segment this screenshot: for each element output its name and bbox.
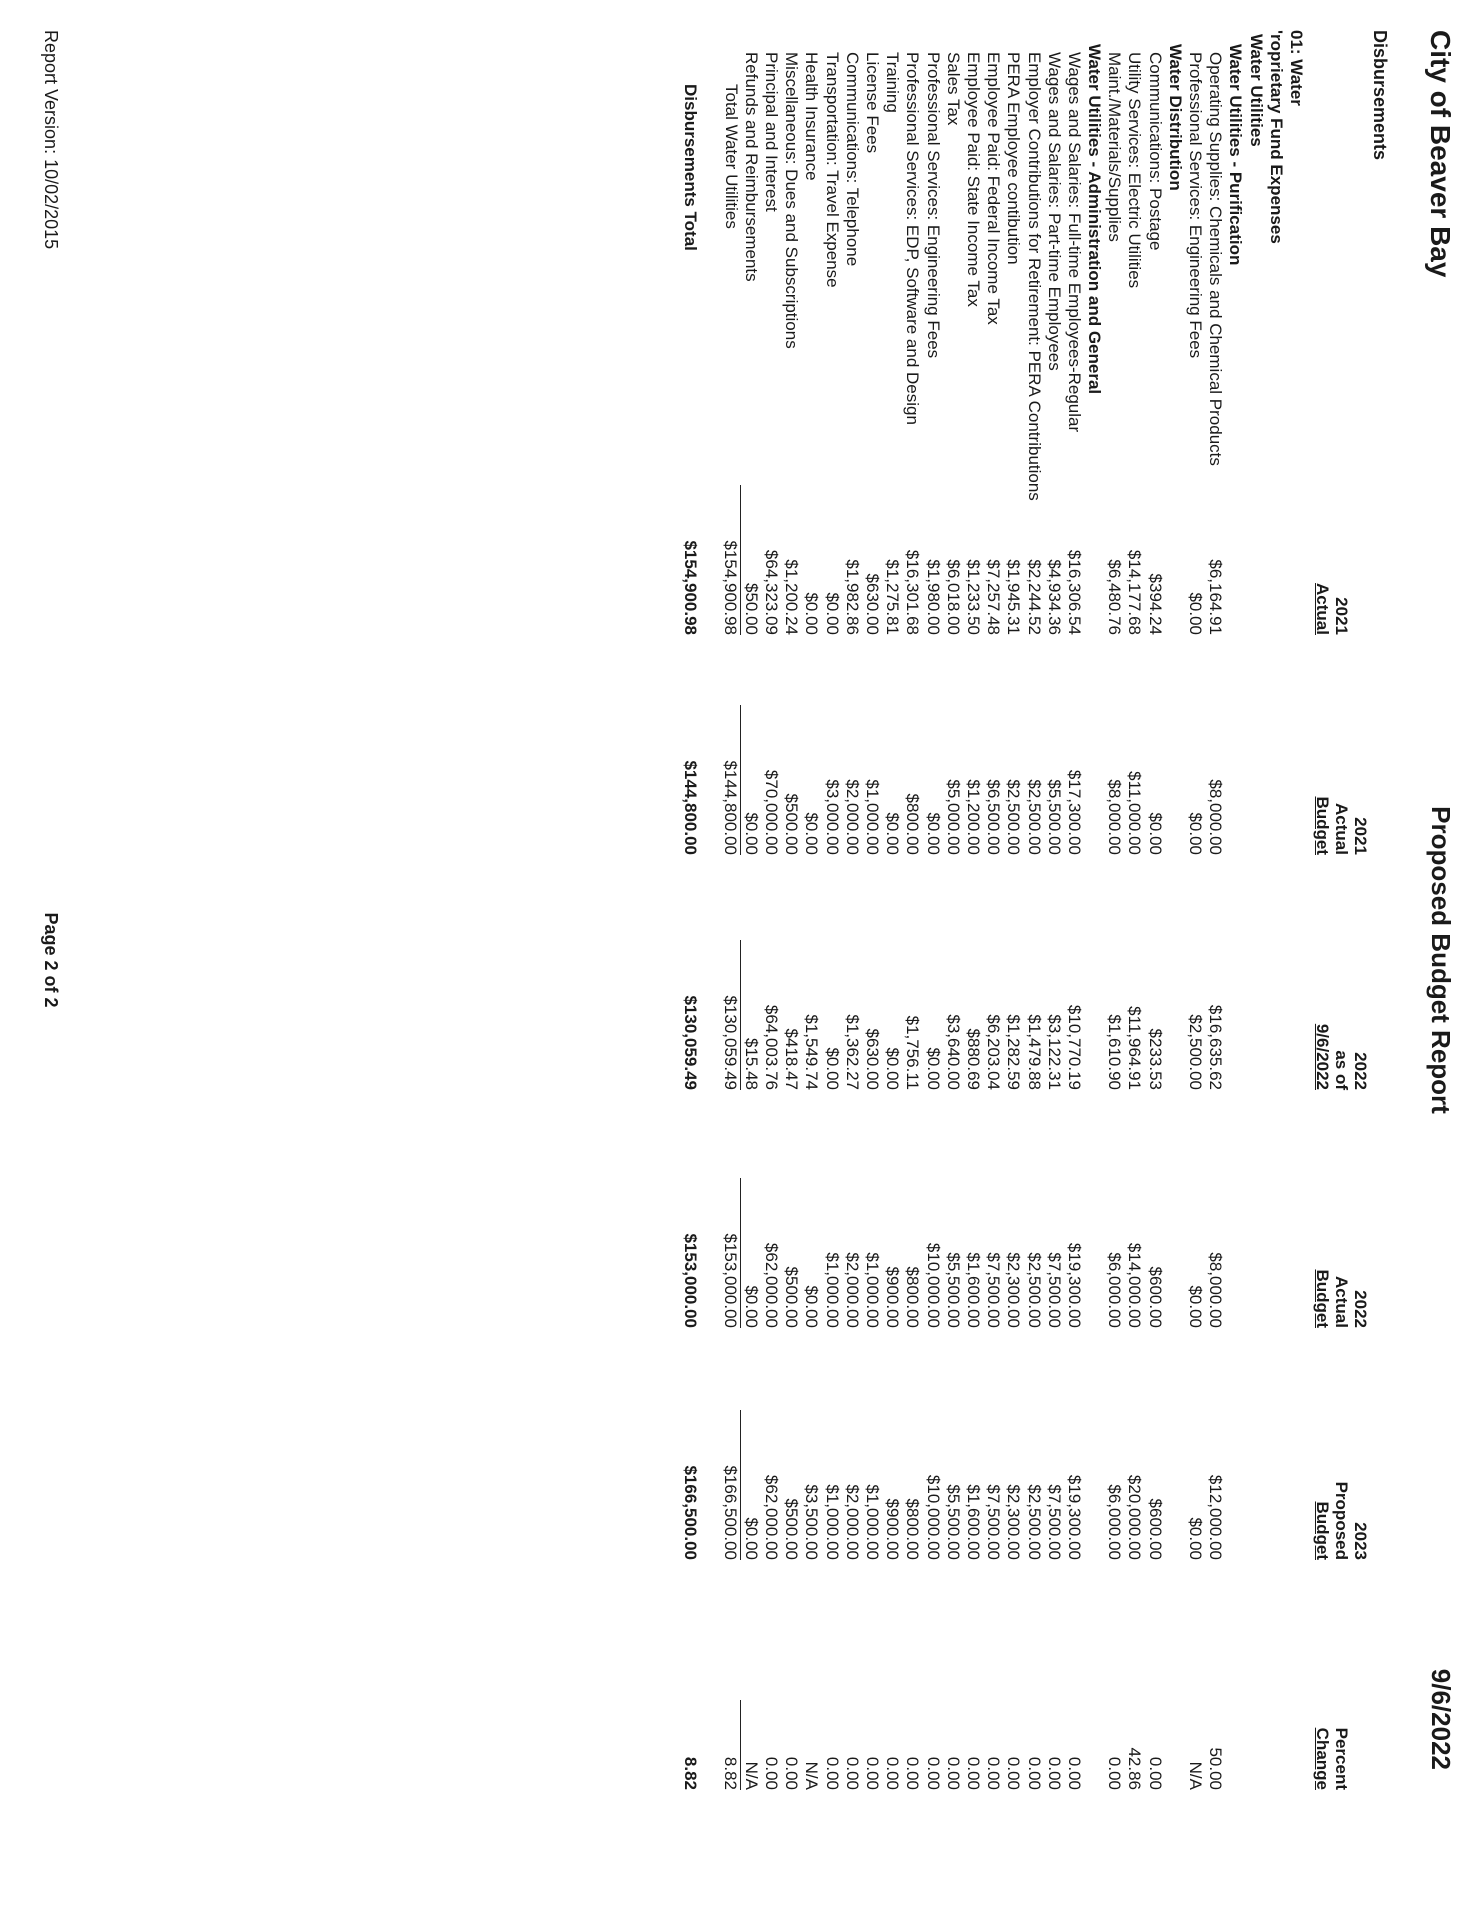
column-header-line: Budget xyxy=(1313,796,1332,855)
row-value: 0.00 xyxy=(822,1756,842,1790)
row-value: 0.00 xyxy=(782,1756,802,1790)
row-value: $0.00 xyxy=(802,592,822,635)
row-label: Professional Services: Engineering Fees xyxy=(923,52,943,359)
row-value: $500.00 xyxy=(782,793,802,855)
row-value: $1,233.50 xyxy=(964,559,983,635)
row-value: $64,003.76 xyxy=(762,1004,782,1090)
row-value: 42.86 xyxy=(1125,1747,1145,1790)
row-value: $1,945.31 xyxy=(1004,559,1024,635)
row-value: $1,982.86 xyxy=(842,559,862,635)
row-value: N/A xyxy=(1186,1761,1206,1790)
row-value: 0.00 xyxy=(863,1756,883,1790)
row-value: 0.00 xyxy=(1004,1756,1024,1790)
row-value: $6,203.04 xyxy=(984,1014,1004,1090)
report-title: Proposed Budget Report xyxy=(1426,806,1456,1114)
row-value: $20,000.00 xyxy=(1125,1474,1145,1560)
row-value: $5,500.00 xyxy=(943,1252,963,1328)
table-row xyxy=(862,30,882,1790)
row-value: $7,500.00 xyxy=(1044,1484,1064,1560)
report-version: Report Version: 10/02/2015 xyxy=(41,30,61,250)
row-value: $6,500.00 xyxy=(984,779,1004,855)
row-value: $16,301.68 xyxy=(903,549,923,635)
row-label: Communications: Postage xyxy=(1145,52,1165,251)
row-value: $1,275.81 xyxy=(883,559,903,635)
table-row xyxy=(801,30,821,1790)
row-label: Health Insurance xyxy=(802,52,822,181)
table-row xyxy=(781,30,801,1790)
row-value: $600.00 xyxy=(1145,1498,1165,1560)
table-row xyxy=(1165,30,1185,1790)
row-value: $10,000.00 xyxy=(923,1474,943,1560)
column-header-line: 2021 xyxy=(1332,597,1351,635)
column-header-line: Actual xyxy=(1332,1276,1351,1328)
column-header-line: Actual xyxy=(1332,803,1351,855)
table-row xyxy=(1084,30,1104,1790)
table-row xyxy=(721,30,741,1790)
row-value: $500.00 xyxy=(782,1266,802,1328)
row-value: $1,000.00 xyxy=(822,1252,842,1328)
table-row xyxy=(1064,30,1084,1790)
table-row xyxy=(1266,30,1286,1790)
column-header-line: 9/6/2022 xyxy=(1313,1023,1332,1090)
table-row xyxy=(700,30,720,1790)
row-value: 0.00 xyxy=(923,1756,943,1790)
row-value: $418.47 xyxy=(782,1028,802,1090)
column-header-line: as of xyxy=(1332,1050,1351,1090)
table-row xyxy=(1205,30,1225,1790)
column-header-line: Change xyxy=(1313,1727,1332,1790)
row-value: $153,000.00 xyxy=(681,1233,701,1328)
row-value: $70,000.00 xyxy=(762,769,782,855)
row-value: $233.53 xyxy=(1145,1028,1165,1090)
column-header xyxy=(1313,705,1370,855)
row-value: $6,018.00 xyxy=(943,559,963,635)
table-row xyxy=(1023,30,1043,1790)
row-value: $3,640.00 xyxy=(943,1014,963,1090)
row-label: Water Utilities - Purification xyxy=(1226,44,1246,266)
row-value: $2,500.00 xyxy=(1024,1484,1044,1560)
row-value: $0.00 xyxy=(1145,812,1165,855)
row-value: $600.00 xyxy=(1145,1266,1165,1328)
column-header xyxy=(1313,940,1370,1090)
row-value: $7,257.48 xyxy=(984,559,1004,635)
row-value: 8.82 xyxy=(720,1700,741,1790)
row-value: $1,549.74 xyxy=(802,1014,822,1090)
row-value: $2,500.00 xyxy=(1186,1014,1206,1090)
row-value: $5,500.00 xyxy=(1044,779,1064,855)
row-value: $4,934.36 xyxy=(1044,559,1064,635)
table-row xyxy=(1124,30,1144,1790)
column-header-line: Actual xyxy=(1313,583,1332,635)
row-label: Principal and Interest xyxy=(762,52,782,212)
row-label: Communications: Telephone xyxy=(842,52,862,267)
page-number: Page 2 of 2 xyxy=(41,912,61,1008)
row-value: $0.00 xyxy=(1186,812,1206,855)
row-value: $16,635.62 xyxy=(1206,1004,1226,1090)
row-value: $3,500.00 xyxy=(802,1484,822,1560)
row-label: Refunds and Reimbursements xyxy=(741,52,761,282)
row-value: $7,500.00 xyxy=(984,1252,1004,1328)
row-value: $12,000.00 xyxy=(1206,1474,1226,1560)
table-row xyxy=(1145,30,1165,1790)
table-row xyxy=(963,30,983,1790)
row-value: $64,323.09 xyxy=(762,549,782,635)
row-value: 0.00 xyxy=(1145,1756,1165,1790)
row-label: PERA Employee contibution xyxy=(1004,52,1024,265)
row-value: 0.00 xyxy=(762,1756,782,1790)
row-value: 0.00 xyxy=(903,1756,923,1790)
row-label: Total Water Utilities xyxy=(721,84,741,229)
row-value: $3,000.00 xyxy=(822,779,842,855)
row-value: $2,000.00 xyxy=(842,779,862,855)
row-label: Wages and Salaries: Part-time Employees xyxy=(1044,52,1064,371)
row-value: $14,177.68 xyxy=(1125,549,1145,635)
row-value: $0.00 xyxy=(1186,592,1206,635)
row-value: $2,500.00 xyxy=(1024,1252,1044,1328)
row-value: $1,000.00 xyxy=(822,1484,842,1560)
column-header-line: 2022 xyxy=(1351,1290,1370,1328)
column-header-line xyxy=(1351,1700,1370,1790)
row-value: $0.00 xyxy=(802,1285,822,1328)
column-header-line: 2023 xyxy=(1351,1522,1370,1560)
row-value: $630.00 xyxy=(863,573,883,635)
table-row xyxy=(1185,30,1205,1790)
row-value: $900.00 xyxy=(883,1498,903,1560)
row-value: $880.69 xyxy=(964,1028,983,1090)
row-value: $2,500.00 xyxy=(1004,779,1024,855)
row-value: $0.00 xyxy=(741,812,761,855)
column-header-line: Budget xyxy=(1313,1501,1332,1560)
row-value: $1,200.24 xyxy=(782,559,802,635)
row-value: $62,000.00 xyxy=(762,1242,782,1328)
row-label: Operating Supplies: Chemicals and Chemical Products xyxy=(1206,52,1226,466)
row-value: $7,500.00 xyxy=(984,1484,1004,1560)
row-value: $2,300.00 xyxy=(1004,1484,1024,1560)
row-label: Employee Paid: State Income Tax xyxy=(964,52,983,307)
organization-name: City of Beaver Bay xyxy=(1425,30,1456,278)
row-value: $800.00 xyxy=(903,1266,923,1328)
row-value: $11,000.00 xyxy=(1125,771,1145,855)
column-header xyxy=(1313,1178,1370,1328)
table-row xyxy=(922,30,942,1790)
row-value: $10,000.00 xyxy=(923,1242,943,1328)
table-row xyxy=(943,30,963,1790)
row-value: $394.24 xyxy=(1145,573,1165,635)
row-value: $1,600.00 xyxy=(964,1484,983,1560)
row-label: Water Utilities - Administration and General xyxy=(1085,44,1105,395)
row-label: License Fees xyxy=(863,52,883,154)
row-label: Sales Tax xyxy=(943,52,963,126)
table-row xyxy=(761,30,781,1790)
row-value: $3,122.31 xyxy=(1044,1014,1064,1090)
row-value: $1,282.59 xyxy=(1004,1014,1024,1090)
row-value: $2,000.00 xyxy=(842,1484,862,1560)
table-row xyxy=(983,30,1003,1790)
row-value: $130,059.49 xyxy=(720,940,741,1090)
row-label: Utility Services: Electric Utilities xyxy=(1125,52,1145,289)
row-label: Professional Services: EDP, Software and Design xyxy=(903,52,923,425)
budget-table xyxy=(680,30,1374,1790)
row-value: $5,500.00 xyxy=(943,1484,963,1560)
row-label: Transportation: Travel Expense xyxy=(822,52,842,288)
row-value: 0.00 xyxy=(1044,1756,1064,1790)
row-value: $17,300.00 xyxy=(1064,769,1084,855)
row-value: $1,000.00 xyxy=(863,1484,883,1560)
row-value: 50.00 xyxy=(1206,1747,1226,1790)
row-value: $0.00 xyxy=(1186,1517,1206,1560)
column-header-line: Percent xyxy=(1332,1727,1351,1790)
row-value: $1,000.00 xyxy=(863,779,883,855)
table-row xyxy=(1003,30,1023,1790)
row-value: $0.00 xyxy=(822,1047,842,1090)
row-label: Maint./Materials/Supplies xyxy=(1105,52,1125,242)
table-row xyxy=(882,30,902,1790)
table-row xyxy=(1225,30,1245,1790)
row-label: Employee Paid: Federal Income Tax xyxy=(984,52,1004,325)
row-value: $11,964.91 xyxy=(1125,1006,1145,1090)
row-value: $144,800.00 xyxy=(681,760,701,855)
row-value: $0.00 xyxy=(802,812,822,855)
row-value: $0.00 xyxy=(923,812,943,855)
column-header-line xyxy=(1351,485,1370,635)
row-value: 0.00 xyxy=(1024,1756,1044,1790)
row-value: 0.00 xyxy=(1105,1756,1125,1790)
row-value: $8,000.00 xyxy=(1206,1252,1226,1328)
row-value: $6,000.00 xyxy=(1105,1484,1125,1560)
column-header-line: 2021 xyxy=(1351,817,1370,855)
row-label: Miscellaneous: Dues and Subscriptions xyxy=(782,52,802,349)
row-label: Professional Services: Engineering Fees xyxy=(1186,52,1206,359)
table-row xyxy=(842,30,862,1790)
row-value: $16,306.54 xyxy=(1064,549,1084,635)
column-header-line: Budget xyxy=(1313,1269,1332,1328)
row-value: $144,800.00 xyxy=(720,705,741,855)
row-value: $8,000.00 xyxy=(1206,779,1226,855)
row-label: Wages and Salaries: Full-time Employees-Regular xyxy=(1064,52,1084,433)
table-row xyxy=(741,30,761,1790)
row-value: $1,756.11 xyxy=(903,1015,923,1090)
row-value: $1,980.00 xyxy=(923,559,943,635)
row-value: 8.82 xyxy=(681,1756,701,1790)
table-row xyxy=(1044,30,1064,1790)
row-value: 0.00 xyxy=(984,1756,1004,1790)
row-label: Training xyxy=(883,52,903,113)
row-value: N/A xyxy=(741,1761,761,1790)
row-value: 0.00 xyxy=(1064,1756,1084,1790)
column-header-line: Proposed xyxy=(1332,1481,1351,1560)
row-label: Water Distribution xyxy=(1165,44,1185,191)
row-label: Water Utilities xyxy=(1246,34,1266,147)
row-value: $900.00 xyxy=(883,1266,903,1328)
row-value: $7,500.00 xyxy=(1044,1252,1064,1328)
row-value: $2,300.00 xyxy=(1004,1252,1024,1328)
row-value: $19,300.00 xyxy=(1064,1474,1084,1560)
row-value: $1,600.00 xyxy=(964,1252,983,1328)
row-value: $0.00 xyxy=(822,592,842,635)
row-label: Employer Contributions for Retirement: PERA Contributions xyxy=(1024,52,1044,501)
row-label: 'roprietary Fund Expenses xyxy=(1266,30,1286,244)
row-value: $0.00 xyxy=(741,1285,761,1328)
column-headers xyxy=(1306,30,1374,1790)
row-value: $800.00 xyxy=(903,793,923,855)
row-value: 0.00 xyxy=(883,1756,903,1790)
table-row xyxy=(822,30,842,1790)
row-value: $10,770.19 xyxy=(1064,1004,1084,1090)
row-value: $8,000.00 xyxy=(1105,779,1125,855)
row-value: 0.00 xyxy=(943,1756,963,1790)
row-value: 0.00 xyxy=(964,1756,983,1790)
row-value: $154,900.98 xyxy=(720,485,741,635)
table-row xyxy=(902,30,922,1790)
row-value: $154,900.98 xyxy=(681,540,701,635)
report-date: 9/6/2022 xyxy=(1426,1668,1456,1770)
row-value: $14,000.00 xyxy=(1125,1242,1145,1328)
row-value: $153,000.00 xyxy=(720,1178,741,1328)
row-value: $62,000.00 xyxy=(762,1474,782,1560)
row-value: $0.00 xyxy=(923,1047,943,1090)
table-row xyxy=(680,30,700,1790)
row-value: $1,362.27 xyxy=(842,1014,862,1090)
row-value: $2,500.00 xyxy=(1024,779,1044,855)
row-value: 0.00 xyxy=(842,1756,862,1790)
row-value: $1,479.88 xyxy=(1024,1014,1044,1090)
row-value: $1,200.00 xyxy=(964,779,983,855)
row-value: $2,244.52 xyxy=(1024,559,1044,635)
row-value: $1,000.00 xyxy=(863,1252,883,1328)
row-value: $166,500.00 xyxy=(720,1410,741,1560)
row-value: $5,000.00 xyxy=(943,779,963,855)
table-row xyxy=(1104,30,1124,1790)
table-body xyxy=(680,30,1306,1790)
row-value: $800.00 xyxy=(903,1498,923,1560)
row-value: $15.48 xyxy=(741,1038,761,1090)
row-value: $1,610.90 xyxy=(1105,1014,1125,1090)
row-label: 01: Water xyxy=(1287,30,1306,106)
row-value: $630.00 xyxy=(863,1028,883,1090)
row-value: N/A xyxy=(802,1761,822,1790)
row-value: $0.00 xyxy=(883,1047,903,1090)
column-header xyxy=(1313,485,1370,635)
row-value: $0.00 xyxy=(1186,1285,1206,1328)
table-row xyxy=(1245,30,1265,1790)
row-value: $130,059.49 xyxy=(681,995,701,1090)
row-value: $166,500.00 xyxy=(681,1465,701,1560)
row-value: $6,164.91 xyxy=(1206,559,1226,635)
section-title: Disbursements xyxy=(1370,30,1390,161)
column-header xyxy=(1313,1700,1370,1790)
row-label: Disbursements Total xyxy=(681,84,701,251)
row-value: $6,000.00 xyxy=(1105,1252,1125,1328)
row-value: $0.00 xyxy=(883,812,903,855)
column-header-line: 2022 xyxy=(1351,1052,1370,1090)
row-value: $500.00 xyxy=(782,1498,802,1560)
row-value: $6,480.76 xyxy=(1105,559,1125,635)
row-value: $19,300.00 xyxy=(1064,1242,1084,1328)
row-value: $0.00 xyxy=(741,1517,761,1560)
row-value: $50.00 xyxy=(741,583,761,635)
column-header xyxy=(1313,1410,1370,1560)
table-row xyxy=(1286,30,1306,1790)
row-value: $2,000.00 xyxy=(842,1252,862,1328)
